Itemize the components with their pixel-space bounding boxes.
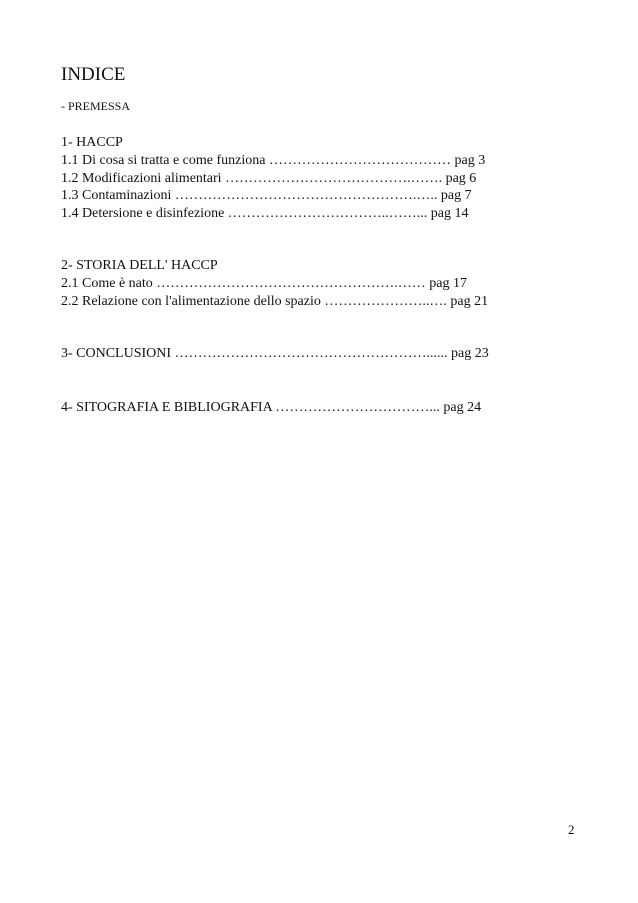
toc-entry-1-1: 1.1 Di cosa si tratta e come funziona ………………………………… pag 3 <box>61 153 486 168</box>
index-title: INDICE <box>61 64 126 85</box>
toc-entry-1-4: 1.4 Detersione e disinfezione ……………………………..……... pag 14 <box>61 206 469 221</box>
premessa-entry: - PREMESSA <box>61 99 131 113</box>
section-4-heading: 4- SITOGRAFIA E BIBLIOGRAFIA ……………………………... pag 24 <box>61 400 482 415</box>
page-number: 2 <box>568 822 575 837</box>
toc-entry-1-2: 1.2 Modificazioni alimentari ………………………………….……. pag 6 <box>61 171 477 186</box>
section-2-heading: 2- STORIA DELL' HACCP <box>61 258 218 273</box>
section-3-heading: 3- CONCLUSIONI ………………………………………………...... pag 23 <box>61 346 489 361</box>
toc-entry-1-3: 1.3 Contaminazioni …………………………………………….….. pag 7 <box>61 188 472 203</box>
toc-entry-2-1: 2.1 Come è nato …………………………………………….…… pag 17 <box>61 276 467 291</box>
section-1-heading: 1- HACCP <box>61 135 123 150</box>
toc-entry-2-2: 2.2 Relazione con l'alimentazione dello spazio …………………..…. pag 21 <box>61 294 489 309</box>
